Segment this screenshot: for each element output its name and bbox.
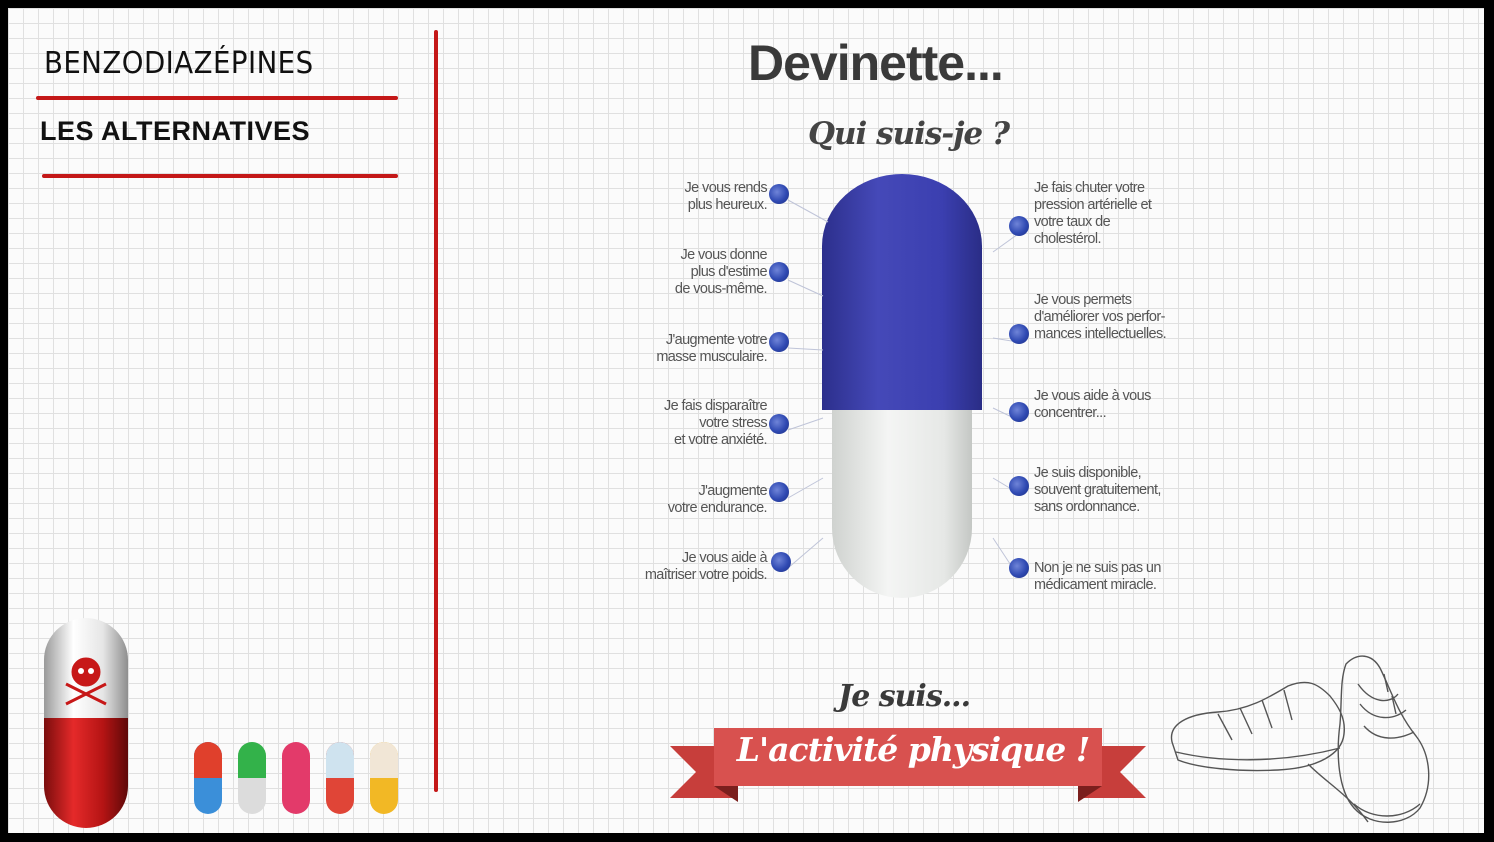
bullet-dot [1009, 216, 1029, 236]
bullet-dot [769, 332, 789, 352]
clue-right-2: Je vous permets d'améliorer vos perfor- mances intellectuelles. [1034, 292, 1167, 342]
bullet-dot [769, 414, 789, 434]
clue-left-2: Je vous donne plus d'estime de vous-même. [674, 247, 767, 297]
bullet-dot [771, 552, 791, 572]
pill-icon [192, 740, 414, 816]
bullet-dot [769, 262, 789, 282]
connector-lines [768, 178, 1028, 618]
clue-right-3: Je vous aide à vous concentrer... [1034, 388, 1151, 421]
riddle-question: Qui suis-je ? [808, 116, 1010, 152]
clue-left-1: Je vous rends plus heureux. [684, 180, 767, 213]
bullet-dot [1009, 476, 1029, 496]
bullet-dot [769, 482, 789, 502]
clue-left-6: Je vous aide à maîtriser votre poids. [644, 550, 767, 583]
answer-text: L'activité physique ! [736, 730, 1090, 769]
brand-title: BENZODIAZÉPINES [44, 46, 314, 81]
subtitle-underline [42, 174, 398, 178]
clue-left-5: J'augmente votre endurance. [667, 483, 767, 516]
clue-right-5: Non je ne suis pas un médicament miracle. [1034, 560, 1161, 593]
bullet-dot [1009, 324, 1029, 344]
clue-right-1: Je fais chuter votre pression artérielle et votre taux de cholestérol. [1034, 180, 1152, 247]
answer-intro: Je suis... [838, 679, 971, 714]
poison-capsule-icon [38, 614, 134, 828]
clue-right-4: Je suis disponible, souvent gratuitement, sans ordonnance. [1034, 465, 1161, 515]
bullet-dot [1009, 558, 1029, 578]
slide [8, 8, 1484, 833]
riddle-title: Devinette... [748, 35, 1003, 91]
section-subtitle: LES ALTERNATIVES [40, 116, 311, 146]
clue-left-3: J'augmente votre masse musculaire. [656, 332, 767, 365]
clue-left-4: Je fais disparaître votre stress et votre anxiété. [663, 398, 767, 448]
divider-line [434, 30, 438, 792]
bullet-dot [1009, 402, 1029, 422]
bullet-dot [769, 184, 789, 204]
running-shoes-icon [1158, 644, 1458, 830]
brand-underline [36, 96, 398, 100]
